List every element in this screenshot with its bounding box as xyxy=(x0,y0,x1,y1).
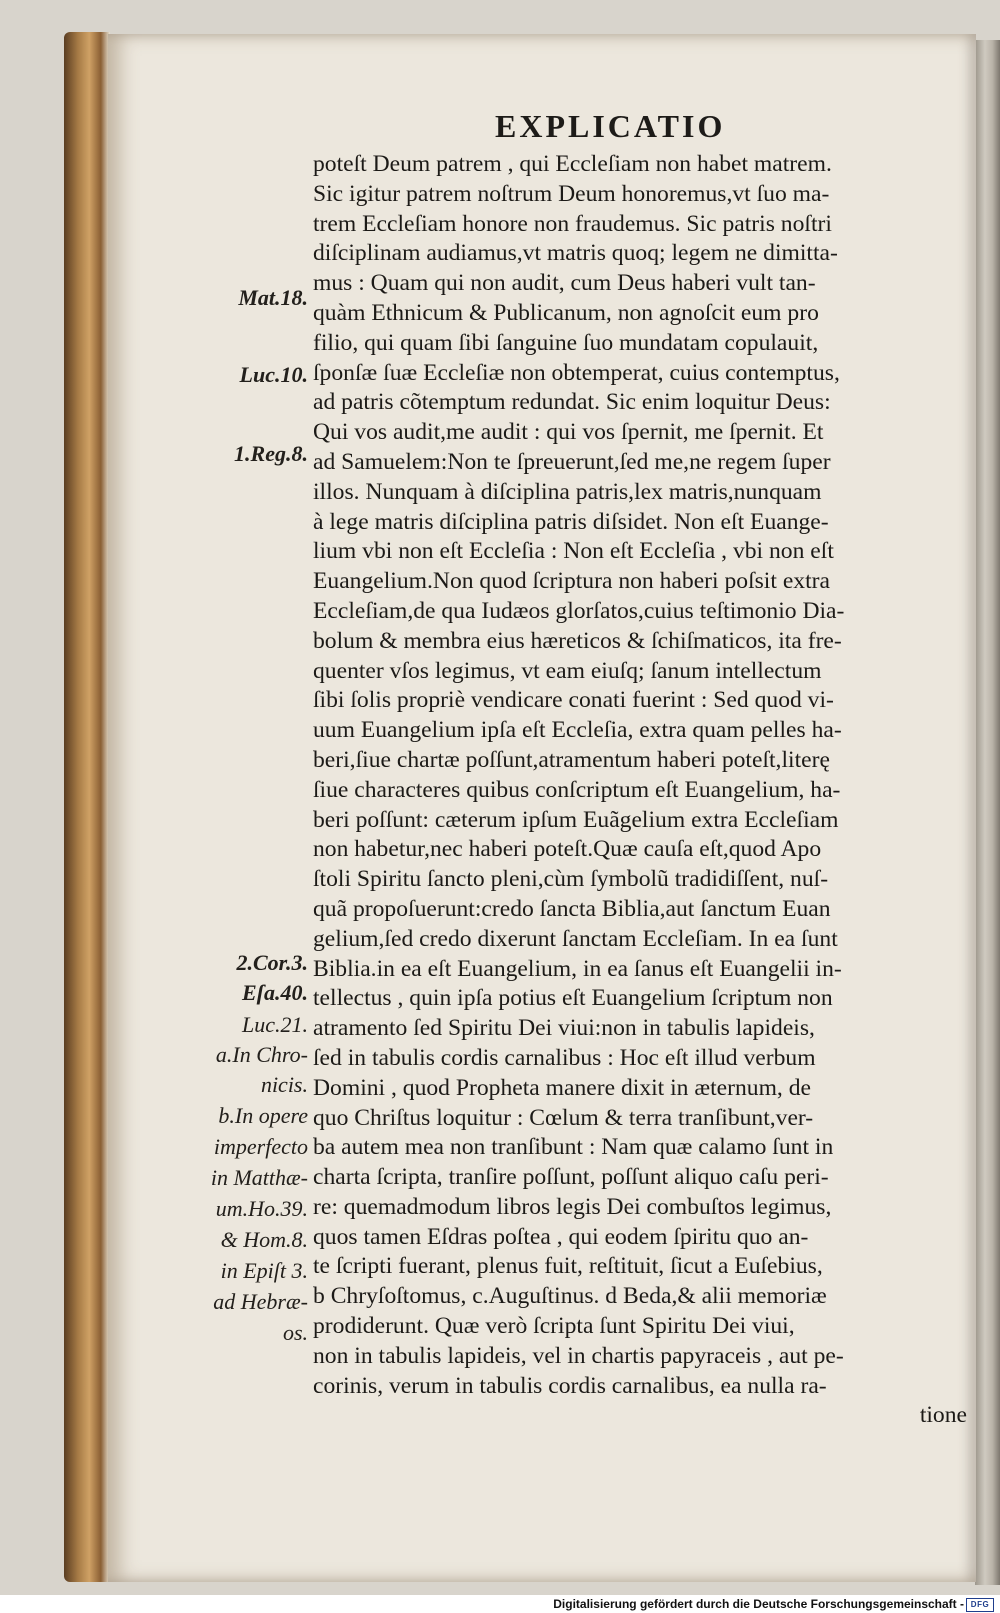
margin-note: Mat.18. xyxy=(238,285,308,310)
text-line: trem Eccleſiam honore non fraudemus. Sic patris noſtri xyxy=(313,210,832,237)
dfg-logo: DFG xyxy=(966,1598,994,1612)
text-line: filio, qui quam ſibi ſanguine ſuo mundatam copulauit, xyxy=(313,329,819,356)
text-line: corinis, verum in tabulis cordis carnalibus, ea nulla ra- xyxy=(313,1372,827,1399)
text-line: ad patris cõtemptum redundat. Sic enim loquitur Deus: xyxy=(313,389,831,416)
body-text xyxy=(313,150,973,1431)
margin-note: imperfecto xyxy=(213,1134,308,1159)
text-line: ba autem mea non tranſibunt : Nam quæ calamo ſunt in xyxy=(313,1134,834,1161)
text-line: non habetur,nec haberi poteſt.Quæ cauſa eſt,quod Apo xyxy=(313,836,822,863)
text-line: beri,ſiue chartæ poſſunt,atramentum haberi poteſt,literę xyxy=(313,746,830,773)
text-line: à lege matris diſciplina patris diſsidet. Non eſt Euange- xyxy=(313,508,829,535)
text-line: Qui vos audit,me audit : qui vos ſpernit, me ſpernit. Et xyxy=(313,419,824,446)
text-line: gelium,ſed credo dixerunt ſanctam Eccleſiam. In ea ſunt xyxy=(313,925,838,952)
margin-note: 1.Reg.8. xyxy=(234,441,308,466)
text-line: Eccleſiam,de qua Iudæos glorſatos,cuius teſtimonio Dia- xyxy=(313,597,845,624)
margin-note: Eſa.40. xyxy=(242,980,308,1005)
text-line: tione xyxy=(919,1402,967,1429)
text-line: b Chryſoſtomus, c.Auguſtinus. d Beda,& alii memoriæ xyxy=(313,1283,827,1310)
digitization-credit: Digitalisierung gefördert durch die Deutsche Forschungsgemeinschaft - xyxy=(553,1597,964,1611)
margin-note: Luc.10. xyxy=(239,362,308,387)
text-line: ſed in tabulis cordis carnalibus : Hoc eſt illud verbum xyxy=(313,1044,816,1071)
page-stack-edge xyxy=(975,40,1000,1585)
margin-note: in Epiſt 3. xyxy=(220,1258,308,1283)
text-line: re: quemadmodum libros legis Dei combuſtos legimus, xyxy=(313,1193,832,1220)
text-line: ſtoli Spiritu ſancto pleni,cùm ſymbolũ tradidiſſent, nuſ- xyxy=(313,866,829,893)
margin-note: um.Ho.39. xyxy=(215,1196,308,1221)
text-line: quàm Ethnicum & Publicanum, non agnoſcit eum pro xyxy=(313,299,819,326)
text-line: uum Euangelium ipſa eſt Eccleſia, extra quam pelles ha- xyxy=(313,717,842,744)
margin-note: b.In opere xyxy=(218,1103,308,1128)
text-line: te ſcripti fuerant, plenus fuit, reſtituit, ſicut a Euſebius, xyxy=(313,1253,823,1280)
text-line: quo Chriſtus loquitur : Cœlum & terra tranſibunt,ver- xyxy=(313,1104,814,1131)
text-line: prodiderunt. Quæ verò ſcripta ſunt Spiritu Dei viui, xyxy=(313,1313,795,1340)
text-line: ad Samuelem:Non te ſpreuerunt,ſed me,ne regem ſuper xyxy=(313,448,831,475)
margin-note: 2.Cor.3. xyxy=(236,950,308,975)
text-line: ſponſæ ſuæ Eccleſiæ non obtemperat, cuius contemptus, xyxy=(313,359,840,386)
text-line: poteſt Deum patrem , qui Eccleſiam non habet matrem. xyxy=(313,151,832,177)
text-line: Biblia.in ea eſt Euangelium, in ea ſanus eſt Euangelii in- xyxy=(313,955,842,982)
running-head: EXPLICATIO xyxy=(495,108,726,144)
text-line: bolum & membra eius hæreticos & ſchiſmaticos, ita fre- xyxy=(313,627,842,654)
text-line: ſiue characteres quibus conſcriptum eſt Euangelium, ha- xyxy=(313,776,841,803)
text-line: charta ſcripta, tranſire poſſunt, poſſunt aliquo caſu peri- xyxy=(313,1164,829,1191)
margin-note: a.In Chro- xyxy=(215,1042,308,1067)
text-line: mus : Quam qui non audit, cum Deus haberi vult tan- xyxy=(313,270,816,297)
margin-note: os. xyxy=(282,1320,308,1345)
text-line: Euangelium.Non quod ſcriptura non haberi poſsit extra xyxy=(313,568,830,595)
margin-note: in Matthæ- xyxy=(210,1165,308,1190)
text-line: tellectus , quin ipſa potius eſt Euangelium ſcriptum non xyxy=(313,985,833,1012)
margin-note: ad Hebræ- xyxy=(213,1289,308,1314)
text-line: quã propoſuerunt:credo ſancta Biblia,aut ſanctum Euan xyxy=(313,895,831,922)
text-line: ſibi ſolis propriè vendicare conati fuerint : Sed quod vi- xyxy=(313,687,834,714)
text-line: diſciplinam audiamus,vt matris quoq; legem ne dimitta- xyxy=(313,240,838,267)
text-line: quenter vſos legimus, vt eam eiuſq; ſanum intellectum xyxy=(313,657,822,684)
margin-note: & Hom.8. xyxy=(220,1227,308,1252)
book-spine-edge xyxy=(64,32,110,1582)
text-line: lium vbi non eſt Eccleſia : Non eſt Eccleſia , vbi non eſt xyxy=(313,538,834,565)
text-line: beri poſſunt: cæterum ipſum Euãgelium extra Eccleſiam xyxy=(313,806,839,833)
text-line: non in tabulis lapideis, vel in chartis papyraceis , aut pe- xyxy=(313,1342,844,1369)
text-line: Domini , quod Propheta manere dixit in æternum, de xyxy=(313,1074,812,1101)
margin-note: nicis. xyxy=(260,1072,308,1097)
text-line: quos tamen Eſdras poſtea , qui eodem ſpiritu quo an- xyxy=(313,1223,809,1250)
text-line: Sic igitur patrem noſtrum Deum honoremus,vt ſuo ma- xyxy=(313,180,830,207)
margin-note: Luc.21. xyxy=(242,1012,308,1037)
text-line: atramento ſed Spiritu Dei viui:non in tabulis lapideis, xyxy=(313,1015,815,1042)
text-line: illos. Nunquam à diſciplina patris,lex matris,nunquam xyxy=(313,478,822,505)
